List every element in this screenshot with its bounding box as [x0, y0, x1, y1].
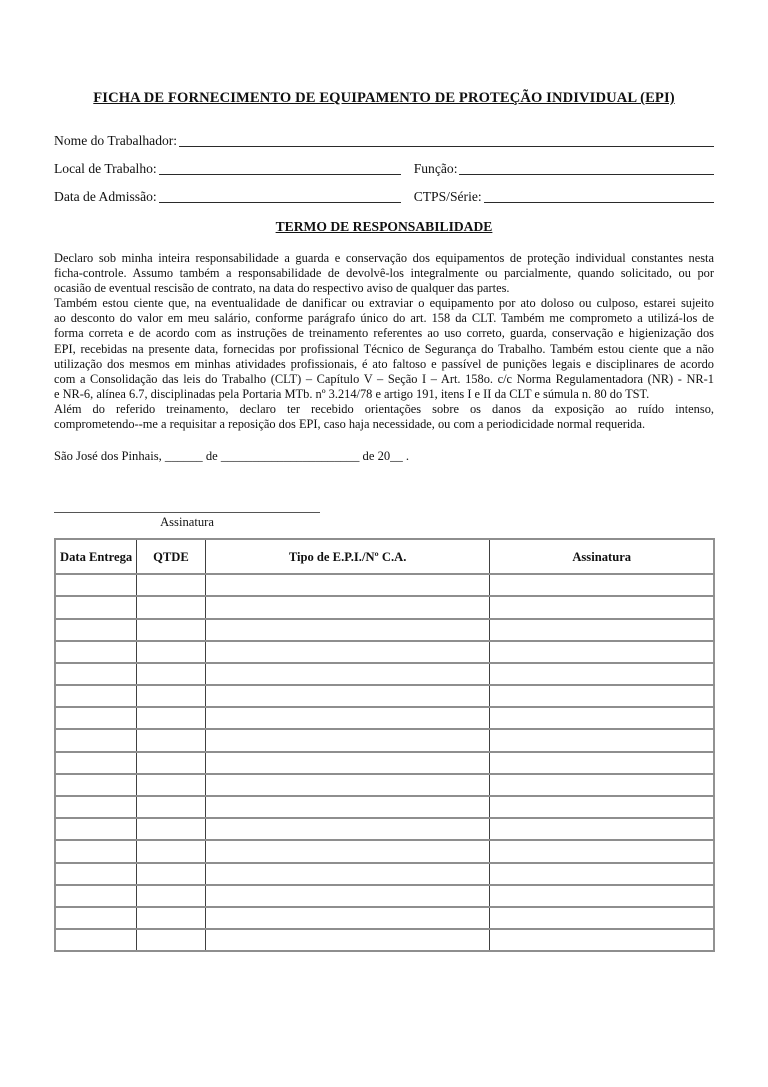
termo-line: ocasião de eventual rescisão de contrato, na data do respectivo aviso de qualquer das partes.	[54, 281, 510, 296]
epi-table-cell	[137, 663, 206, 685]
epi-table-cell	[490, 707, 714, 729]
field-row-admissao-ctps	[54, 187, 714, 205]
termo-line: e NR-6, alínea 6.7, disciplinadas pela Portaria MTb. nº 3.214/78 e artigo 191, itens I e II da CLT e súmula n. 80 do TST.	[54, 386, 650, 401]
epi-table-cell	[205, 774, 490, 796]
epi-table-cell	[205, 685, 490, 707]
epi-table-cell	[490, 929, 714, 951]
epi-table-cell	[205, 729, 490, 751]
epi-table-row	[55, 885, 714, 907]
epi-table-cell	[55, 840, 137, 862]
epi-table-cell	[205, 663, 490, 685]
termo-line: com a Consolidação das leis do Trabalho (CLT) – Capítulo V – Seção I – Art. 158o. c/c Norma Regulamentadora (NR) - NR-1	[54, 371, 714, 386]
epi-table-row	[55, 818, 714, 840]
epi-table-cell	[205, 796, 490, 818]
epi-table-row	[55, 707, 714, 729]
data-admissao-blank	[159, 190, 401, 203]
epi-table-cell	[490, 863, 714, 885]
epi-table-row	[55, 729, 714, 751]
epi-table-cell	[137, 707, 206, 729]
epi-table-cell	[205, 885, 490, 907]
epi-table-cell	[137, 840, 206, 862]
epi-table-cell	[137, 619, 206, 641]
epi-table-cell	[490, 885, 714, 907]
epi-table-cell	[137, 596, 206, 618]
epi-table-row	[55, 929, 714, 951]
signature-rule	[54, 512, 320, 513]
field-row-nome	[54, 131, 714, 149]
epi-table-cell	[490, 685, 714, 707]
ctps-serie-blank	[484, 190, 714, 203]
field-funcao	[414, 161, 714, 177]
nome-trabalhador-blank	[179, 134, 714, 147]
epi-table-cell	[205, 907, 490, 929]
epi-table-cell	[55, 774, 137, 796]
epi-table-cell	[490, 752, 714, 774]
field-ctps	[414, 189, 714, 205]
epi-table-body	[55, 574, 714, 951]
epi-table-cell	[205, 596, 490, 618]
epi-table-row	[55, 840, 714, 862]
epi-table-row	[55, 907, 714, 929]
epi-table-cell	[205, 641, 490, 663]
epi-table-cell	[137, 685, 206, 707]
header-assinatura: Assinatura	[490, 539, 714, 574]
signature-block	[54, 512, 320, 530]
epi-table-cell	[137, 641, 206, 663]
epi-table-cell	[137, 574, 206, 596]
epi-table-cell	[490, 574, 714, 596]
epi-table-row	[55, 596, 714, 618]
epi-table-row	[55, 774, 714, 796]
epi-table-row	[55, 752, 714, 774]
header-qtde: QTDE	[137, 539, 206, 574]
epi-table-row	[55, 663, 714, 685]
signature-label: Assinatura	[160, 515, 214, 530]
epi-table-cell	[490, 729, 714, 751]
page-title: FICHA DE FORNECIMENTO DE EQUIPAMENTO DE PROTEÇÃO INDIVIDUAL (EPI)	[93, 90, 675, 106]
epi-table-cell	[490, 796, 714, 818]
field-row-local-funcao	[54, 159, 714, 177]
epi-table-cell	[55, 929, 137, 951]
epi-table-row	[55, 685, 714, 707]
field-local	[54, 161, 401, 177]
date-place-line: São José dos Pinhais, ______ de ______________________ de 20__ .	[54, 449, 410, 464]
local-trabalho-blank	[159, 162, 401, 175]
epi-table-cell	[55, 885, 137, 907]
epi-table-cell	[55, 641, 137, 663]
termo-line: EPI, recebidas na presente data, fornecidas por profissional Técnico de Segurança do Trabalho. Também estou ciente que a não	[54, 341, 714, 356]
epi-table-cell	[205, 863, 490, 885]
ctps-serie-label: CTPS/Série:	[413, 189, 482, 204]
epi-table-cell	[137, 752, 206, 774]
epi-table-cell	[55, 685, 137, 707]
epi-table-row	[55, 574, 714, 596]
epi-table-row	[55, 619, 714, 641]
epi-table-cell	[137, 885, 206, 907]
nome-trabalhador-label: Nome do Trabalhador:	[54, 133, 178, 148]
epi-table-cell	[55, 818, 137, 840]
epi-table-cell	[137, 907, 206, 929]
epi-table-row	[55, 796, 714, 818]
funcao-label: Função:	[413, 161, 458, 176]
epi-table-cell	[137, 729, 206, 751]
epi-table-cell	[137, 796, 206, 818]
epi-table-cell	[490, 641, 714, 663]
funcao-blank	[459, 162, 714, 175]
epi-table-cell	[205, 840, 490, 862]
epi-table-cell	[205, 574, 490, 596]
epi-table-cell	[137, 863, 206, 885]
header-tipo-epi: Tipo de E.P.I./Nº C.A.	[205, 539, 490, 574]
epi-table-row	[55, 863, 714, 885]
termo-line: ficha-controle. Assumo também a responsabilidade de devolvê-los integralmente ou parcialmente, quando solicitado, ou por	[54, 266, 714, 281]
termo-paragraphs	[54, 251, 714, 432]
epi-table-cell	[55, 907, 137, 929]
epi-table-cell	[55, 729, 137, 751]
epi-table-cell	[55, 663, 137, 685]
termo-line: ao desconto do valor em meu salário, conforme parágrafo único do art. 158 da CLT. Também me comprometo a utilizá-los de	[54, 311, 714, 326]
epi-table-cell	[490, 663, 714, 685]
epi-table-cell	[205, 752, 490, 774]
data-admissao-label: Data de Admissão:	[54, 189, 157, 204]
local-trabalho-label: Local de Trabalho:	[54, 161, 157, 176]
termo-line: forma correta e de acordo com as instruções de treinamento referentes ao uso correto, guarda, conservação e higienização dos	[54, 326, 714, 341]
termo-heading: TERMO DE RESPONSABILIDADE	[275, 219, 493, 234]
epi-table-cell	[205, 707, 490, 729]
epi-table-cell	[490, 619, 714, 641]
epi-table-cell	[490, 818, 714, 840]
epi-delivery-table	[54, 538, 715, 952]
termo-line: comprometendo--me a requisitar a reposição dos EPI, caso haja necessidade, ou com a periodicidade normal requerida.	[54, 417, 646, 432]
epi-table-cell	[55, 619, 137, 641]
epi-table-header-row	[55, 539, 714, 574]
epi-table-cell	[490, 774, 714, 796]
epi-table-cell	[137, 929, 206, 951]
epi-table-cell	[55, 796, 137, 818]
epi-table-cell	[137, 774, 206, 796]
epi-table-cell	[205, 818, 490, 840]
epi-table-cell	[55, 574, 137, 596]
epi-table-cell	[205, 619, 490, 641]
termo-line: Também estou ciente que, na eventualidade de danificar ou extraviar o equipamento por ato doloso ou culposo, estarei sujeito	[54, 296, 714, 311]
termo-line: Declaro sob minha inteira responsabilidade a guarda e conservação dos equipamentos de proteção individual constantes nesta	[54, 251, 714, 265]
epi-table-cell	[55, 596, 137, 618]
termo-line: Além do referido treinamento, declaro ter recebido orientações sobre os danos da exposição ao ruído intenso,	[54, 401, 714, 416]
epi-table-cell	[137, 818, 206, 840]
epi-table-cell	[55, 752, 137, 774]
epi-table-cell	[55, 707, 137, 729]
termo-line: utilização dos mesmos em minhas atividades profissionais, é ato faltoso e passível de punições legais e disciplinares de acordo	[54, 356, 714, 371]
epi-table-cell	[490, 596, 714, 618]
epi-table-cell	[205, 929, 490, 951]
epi-table-cell	[490, 840, 714, 862]
epi-table-cell	[490, 907, 714, 929]
epi-table-row	[55, 641, 714, 663]
header-data-entrega: Data Entrega	[55, 539, 137, 574]
field-admissao	[54, 189, 401, 205]
epi-table-cell	[55, 863, 137, 885]
